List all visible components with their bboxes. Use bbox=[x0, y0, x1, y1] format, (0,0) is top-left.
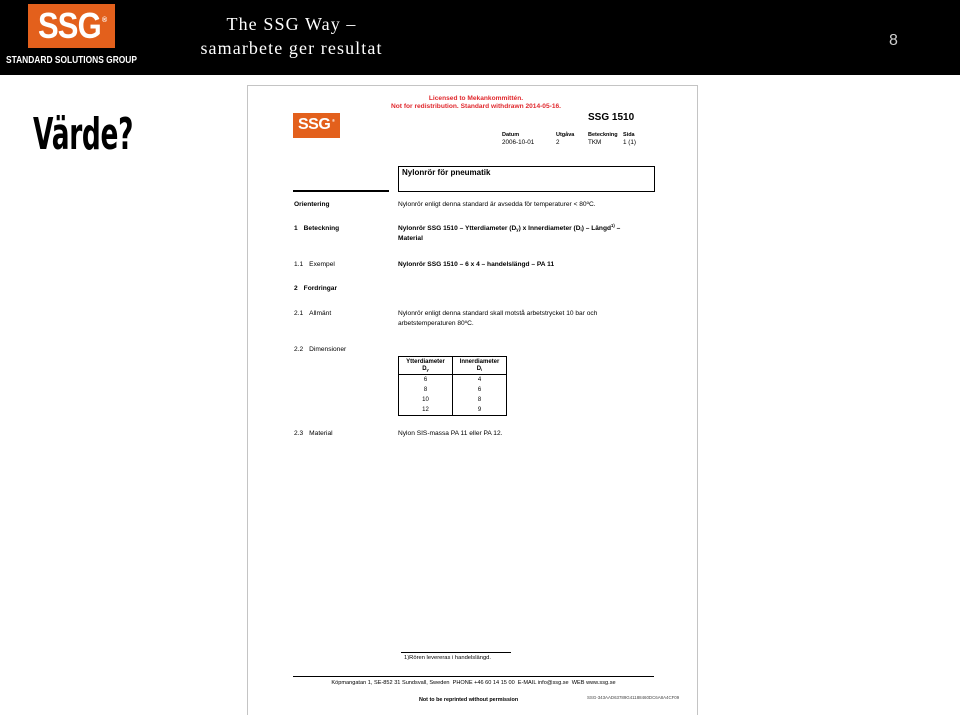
dimension-table bbox=[398, 356, 507, 416]
section-text-orientering: Nylonrör enligt denna standard är avsedda för temperaturer < 80ºC. bbox=[398, 200, 596, 208]
text-line: arbetstemperaturen 80ºC. bbox=[398, 319, 474, 327]
section-label: Allmänt bbox=[309, 309, 332, 317]
symbol: D bbox=[422, 365, 427, 372]
document-id: SSG-343AAD63789G41188460DC6A8A4CF09 bbox=[587, 695, 680, 700]
designation-part: ) – Längd bbox=[581, 224, 612, 232]
footer-address: Köpmangatan 1, SE-852 31 Sundsvall, Sweden PHONE +46 60 14 15 00 E-MAIL info@ssg.se WEB www.ssg.se bbox=[331, 680, 616, 686]
table-row bbox=[399, 375, 507, 386]
document-title-box bbox=[398, 166, 655, 192]
document-title: Nylonrör för pneumatik bbox=[402, 168, 491, 177]
footnote-ref: 1) bbox=[611, 222, 615, 228]
meta-label-sida: Sida bbox=[623, 132, 635, 138]
footnote-rule bbox=[401, 652, 511, 653]
document-ssg-logo bbox=[293, 113, 340, 138]
section-label: Exempel bbox=[309, 260, 335, 268]
table-row bbox=[399, 395, 507, 405]
section-number: 2 bbox=[294, 284, 298, 292]
designation-part: ) x Innerdiameter (D bbox=[518, 224, 581, 232]
table-header-row bbox=[399, 357, 507, 375]
section-label-beteckning bbox=[294, 224, 339, 234]
table-row bbox=[399, 385, 507, 395]
designation-part: – bbox=[614, 224, 621, 232]
section-text-beteckning bbox=[398, 224, 620, 244]
section-label: Fordringar bbox=[303, 284, 338, 292]
designation-part: Nylonrör SSG 1510 – Ytterdiameter (D bbox=[398, 224, 517, 232]
section-text-material: Nylon SIS-massa PA 11 eller PA 12. bbox=[398, 429, 503, 437]
license-notice bbox=[348, 95, 604, 111]
meta-label-utgava: Utgåva bbox=[556, 132, 575, 138]
ssg-logo bbox=[28, 4, 115, 48]
meta-value-sida: 1 (1) bbox=[623, 139, 636, 146]
column-header-ytterdiameter bbox=[399, 357, 453, 375]
section-number: 2.2 bbox=[294, 345, 304, 353]
section-number: 1.1 bbox=[294, 260, 304, 268]
meta-label-beteckning: Beteckning bbox=[588, 132, 618, 138]
table-row bbox=[399, 405, 507, 416]
footnote: 1)Rören levereras i handelslängd. bbox=[404, 655, 492, 661]
table-cell: 12 bbox=[399, 405, 453, 416]
subscript-i: i bbox=[580, 226, 582, 232]
tagline bbox=[171, 12, 412, 60]
logo-subtitle: STANDARD SOLUTIONS GROUP bbox=[6, 55, 137, 66]
license-line-2: Not for redistribution. Standard withdrawn 2014-05-16. bbox=[391, 103, 561, 110]
column-header-symbol bbox=[399, 366, 452, 373]
column-header-label: Innerdiameter bbox=[459, 358, 500, 365]
slide-title: Värde? bbox=[33, 109, 134, 160]
section-number: 1 bbox=[294, 224, 298, 232]
table-cell: 8 bbox=[453, 395, 507, 405]
tagline-line-1: The SSG Way – bbox=[226, 14, 357, 34]
subscript-y: y bbox=[516, 226, 519, 232]
subscript: y bbox=[426, 366, 429, 372]
meta-value-beteckning: TKM bbox=[588, 139, 602, 146]
standard-number: SSG 1510 bbox=[588, 112, 635, 123]
standard-document bbox=[247, 85, 698, 715]
section-number: 2.3 bbox=[294, 429, 304, 437]
section-label-fordringar bbox=[294, 284, 337, 294]
section-label-material bbox=[294, 429, 333, 439]
document-logo-text: SSG bbox=[298, 116, 331, 133]
section-label-allmant bbox=[294, 309, 331, 319]
table-cell: 6 bbox=[399, 375, 453, 386]
table-cell: 6 bbox=[453, 385, 507, 395]
logo-text: SSG bbox=[38, 5, 101, 46]
section-number: 2.1 bbox=[294, 309, 304, 317]
column-header-innerdiameter bbox=[453, 357, 507, 375]
section-label-dimensioner bbox=[294, 345, 346, 355]
text-line: Nylonrör enligt denna standard skall motstå arbetstrycket 10 bar och bbox=[398, 309, 598, 317]
table-cell: 9 bbox=[453, 405, 507, 416]
title-rule bbox=[293, 190, 389, 192]
column-header-label: Ytterdiameter bbox=[406, 358, 445, 365]
section-label-orientering bbox=[294, 200, 330, 210]
meta-label-datum: Datum bbox=[502, 132, 520, 138]
meta-value-datum: 2006-10-01 bbox=[502, 139, 535, 146]
slide-header bbox=[0, 0, 960, 75]
reprint-notice: Not to be reprinted without permission bbox=[419, 697, 519, 703]
footer-rule bbox=[293, 676, 654, 677]
column-header-symbol bbox=[453, 366, 506, 373]
registered-mark: ® bbox=[102, 17, 108, 24]
table-cell: 8 bbox=[399, 385, 453, 395]
section-label: Material bbox=[309, 429, 333, 437]
symbol: D bbox=[476, 365, 482, 372]
table-cell: 10 bbox=[399, 395, 453, 405]
section-label: Beteckning bbox=[303, 224, 340, 232]
meta-value-utgava: 2 bbox=[556, 139, 560, 146]
subscript: i bbox=[481, 366, 483, 372]
section-text-allmant bbox=[398, 309, 597, 329]
tagline-line-2: samarbete ger resultat bbox=[200, 38, 383, 58]
designation-line-2: Material bbox=[398, 234, 423, 242]
table-cell: 4 bbox=[453, 375, 507, 386]
document-registered-mark: ® bbox=[332, 118, 335, 123]
designation-line-1 bbox=[398, 224, 620, 234]
section-label: Dimensioner bbox=[309, 345, 347, 353]
page-number: 8 bbox=[889, 32, 898, 49]
section-label-exempel bbox=[294, 260, 335, 270]
section-text-exempel: Nylonrör SSG 1510 – 6 x 4 – handelslängd – PA 11 bbox=[398, 260, 555, 268]
license-line-1: Licensed to Mekankommittén. bbox=[428, 95, 524, 102]
section-label: Orientering bbox=[294, 200, 330, 208]
